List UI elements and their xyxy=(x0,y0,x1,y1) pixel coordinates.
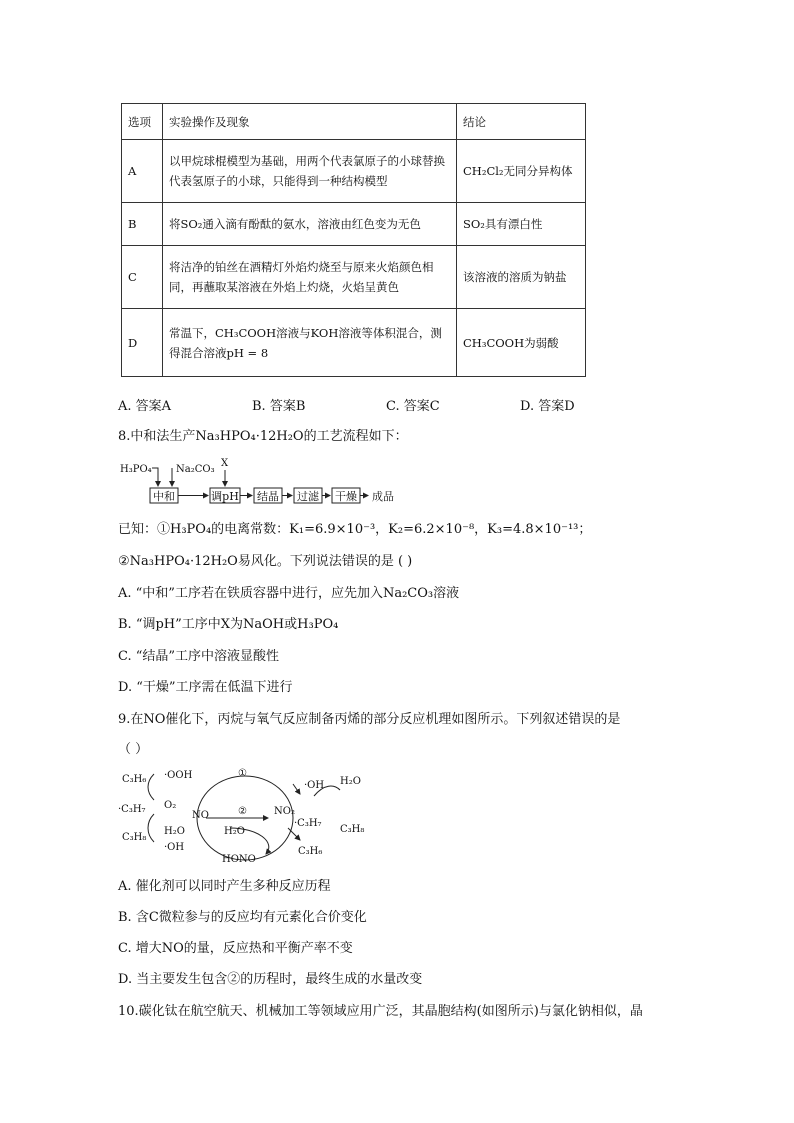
mech-ooh: ·OOH xyxy=(164,770,193,781)
mech-h2o-c: H₂O xyxy=(340,776,361,787)
mech-step-1: ① xyxy=(238,768,247,779)
row-operation: 以甲烷球棍模型为基础，用两个代表氯原子的小球替换代表氢原子的小球，只能得到一种结构模型 xyxy=(163,140,457,203)
row-conclusion: 该溶液的溶质为钠盐 xyxy=(457,246,586,309)
mech-o2: O₂ xyxy=(164,800,177,811)
table-row xyxy=(122,203,586,246)
q9-option-d: D. 当主要发生包含②的历程时，最终生成的水量改变 xyxy=(118,972,423,987)
row-conclusion: CH₃COOH为弱酸 xyxy=(457,309,586,377)
mech-oh-a: ·OH xyxy=(164,842,185,853)
q8-option-b: B. “调pH”工序中X为NaOH或H₃PO₄ xyxy=(118,617,339,632)
mech-c3h8-a: C₃H₈ xyxy=(122,832,147,843)
q7-option-b: B. 答案B xyxy=(252,399,306,414)
mech-oh-b: ·OH xyxy=(304,780,325,791)
mech-step-2: ② xyxy=(238,806,247,817)
flow-input-x: X xyxy=(221,458,229,469)
mech-c3h7-b: ·C₃H₇ xyxy=(294,818,322,829)
mech-c3h6-b: C₃H₆ xyxy=(298,846,323,857)
row-conclusion: CH₂Cl₂无同分异构体 xyxy=(457,140,586,203)
header-option: 选项 xyxy=(122,104,163,140)
q9-option-b: B. 含C微粒参与的反应均有元素化合价变化 xyxy=(118,910,367,925)
q10-stem: 10.碳化钛在航空航天、机械加工等领域应用广泛，其晶胞结构(如图所示)与氯化钠相似，晶 xyxy=(118,1004,643,1019)
flow-input-h3po4: H₃PO₄ xyxy=(120,464,152,475)
q8-stem: 8.中和法生产Na₃HPO₄·12H₂O的工艺流程如下： xyxy=(118,429,408,444)
q9-option-a: A. 催化剂可以同时产生多种反应历程 xyxy=(118,879,331,894)
flow-step-adjust-ph: 调pH xyxy=(211,490,239,503)
flow-step-neutralize: 中和 xyxy=(153,490,175,503)
experiment-table xyxy=(121,103,586,377)
row-option: A xyxy=(122,140,163,203)
mech-c3h6-a: C₃H₆ xyxy=(122,774,147,785)
table-row xyxy=(122,309,586,377)
q9-stem: 9.在NO催化下，丙烷与氧气反应制备丙烯的部分反应机理如图所示。下列叙述错误的是 xyxy=(118,712,621,727)
q8-option-c: C. “结晶”工序中溶液显酸性 xyxy=(118,649,280,664)
mech-h2o-b: H₂O xyxy=(224,826,245,837)
flow-step-dry: 干燥 xyxy=(335,490,357,503)
flow-step-crystallize: 结晶 xyxy=(257,490,279,503)
row-operation: 将SO₂通入滴有酚酞的氨水，溶液由红色变为无色 xyxy=(163,203,457,246)
mech-h2o-a: H₂O xyxy=(164,826,185,837)
table-header-row xyxy=(122,104,586,140)
mech-no2: NO₂ xyxy=(274,806,295,817)
q8-option-d: D. “干燥”工序需在低温下进行 xyxy=(118,680,293,695)
row-operation: 将洁净的铂丝在酒精灯外焰灼烧至与原来火焰颜色相同，再蘸取某溶液在外焰上灼烧，火焰呈黄色 xyxy=(163,246,457,309)
row-conclusion: SO₂具有漂白性 xyxy=(457,203,586,246)
process-flow-diagram xyxy=(118,456,408,510)
flow-input-na2co3: Na₂CO₃ xyxy=(176,464,215,475)
row-option: B xyxy=(122,203,163,246)
mech-c3h8-b: C₃H₈ xyxy=(340,824,365,835)
flow-product: 成品 xyxy=(372,490,394,503)
row-operation: 常温下，CH₃COOH溶液与KOH溶液等体积混合，测得混合溶液pH = 8 xyxy=(163,309,457,377)
flow-step-filter: 过滤 xyxy=(297,490,319,503)
row-option: D xyxy=(122,309,163,377)
table-row xyxy=(122,246,586,309)
q8-known-2: ②Na₃HPO₄·12H₂O易风化。下列说法错误的是 ( ) xyxy=(118,554,413,569)
row-option: C xyxy=(122,246,163,309)
q7-option-d: D. 答案D xyxy=(520,399,575,414)
q7-option-a: A. 答案A xyxy=(118,399,172,414)
q8-known-1: 已知：①H₃PO₄的电离常数：K₁=6.9×10⁻³，K₂=6.2×10⁻⁸，K₃=4.8×10⁻¹³； xyxy=(118,522,592,537)
mech-hono: HONO xyxy=(222,854,256,865)
table-row xyxy=(122,140,586,203)
header-conclusion: 结论 xyxy=(457,104,586,140)
mech-no: NO xyxy=(192,810,209,821)
q7-option-c: C. 答案C xyxy=(386,399,440,414)
q8-option-a: A. “中和”工序若在铁质容器中进行，应先加入Na₂CO₃溶液 xyxy=(118,586,460,601)
q9-option-c: C. 增大NO的量，反应热和平衡产率不变 xyxy=(118,941,353,956)
mech-c3h7-a: ·C₃H₇ xyxy=(118,804,146,815)
q9-bracket: （ ） xyxy=(118,742,149,757)
reaction-mechanism-diagram xyxy=(118,762,378,866)
header-operation: 实验操作及现象 xyxy=(163,104,457,140)
